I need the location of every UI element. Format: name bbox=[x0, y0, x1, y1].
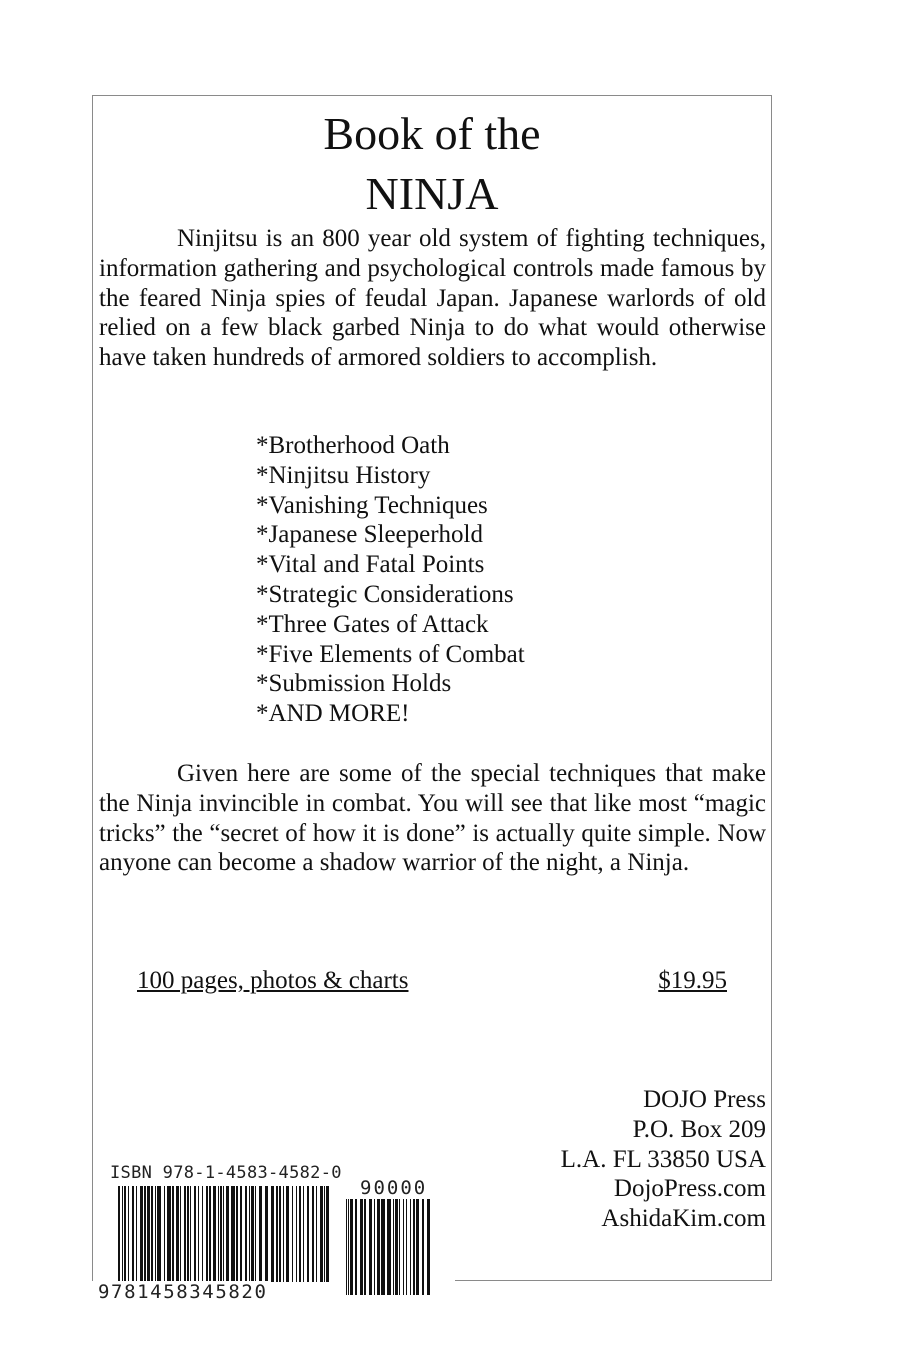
barcode-bar bbox=[303, 1186, 304, 1282]
barcode-bar bbox=[355, 1199, 357, 1295]
barcode-bar bbox=[307, 1186, 309, 1282]
feature-item: *Vanishing Techniques bbox=[256, 491, 488, 519]
barcode-bar bbox=[118, 1186, 120, 1282]
barcode-bar bbox=[316, 1186, 317, 1282]
barcode-bar bbox=[348, 1199, 349, 1295]
barcode-bar bbox=[387, 1199, 391, 1295]
barcode-bar bbox=[136, 1186, 137, 1282]
barcode-bar bbox=[198, 1186, 199, 1282]
feature-item: *Ninjitsu History bbox=[256, 461, 431, 489]
barcode-bar bbox=[213, 1186, 216, 1282]
barcode-bar bbox=[403, 1199, 404, 1295]
feature-item: *Submission Holds bbox=[256, 670, 452, 698]
closing-text: Given here are some of the special techniques that make the Ninja invincible in combat. You will see that like most “magic tricks” the “secret of how it is done” is actually quite simple. Now anyone can become a shadow warrior of the night, a Ninja. bbox=[99, 760, 766, 877]
barcode-bar bbox=[393, 1199, 394, 1295]
page-count: 100 pages, photos & charts bbox=[137, 967, 409, 994]
barcode-bar bbox=[245, 1186, 247, 1282]
barcode-bar bbox=[249, 1186, 250, 1282]
barcode-bar bbox=[231, 1186, 235, 1282]
publisher-website: DojoPress.com bbox=[613, 1175, 766, 1203]
barcode-bar bbox=[151, 1186, 153, 1282]
barcode-bar bbox=[320, 1186, 323, 1282]
barcode-bar bbox=[176, 1186, 179, 1282]
barcode-bar bbox=[377, 1199, 380, 1295]
barcode-bar bbox=[346, 1199, 347, 1295]
ean-digits: 9781458345820 bbox=[98, 1281, 268, 1303]
barcode-bar bbox=[124, 1186, 126, 1282]
barcode-bar bbox=[157, 1186, 161, 1282]
barcode-bar bbox=[381, 1199, 385, 1295]
intro-text: Ninjitsu is an 800 year old system of fighting techniques, information gathering and psychological controls made famous by the feared Ninja spies of feudal Japan. Japanese warlords of old relied on a few black garbed Ninja to do what would otherwise have taken hundreds of armored soldiers to accomplish. bbox=[99, 225, 766, 372]
barcode-bar bbox=[240, 1186, 242, 1282]
barcode-bar bbox=[312, 1186, 314, 1282]
barcode-bar bbox=[223, 1186, 224, 1282]
barcode-bar bbox=[324, 1186, 325, 1282]
barcode-bar bbox=[147, 1186, 150, 1282]
barcode-bar bbox=[164, 1186, 165, 1282]
feature-item: *AND MORE! bbox=[256, 700, 410, 728]
feature-item: *Vital and Fatal Points bbox=[256, 551, 485, 579]
barcode-bar bbox=[360, 1199, 363, 1295]
price: $19.95 bbox=[658, 967, 727, 994]
publisher-city: L.A. FL 33850 USA bbox=[560, 1145, 766, 1173]
barcode-bar bbox=[395, 1199, 398, 1295]
barcode-bar bbox=[369, 1199, 372, 1295]
barcode-bar bbox=[299, 1186, 301, 1282]
barcode-bar bbox=[167, 1186, 171, 1282]
barcode-bar bbox=[132, 1186, 134, 1282]
author-website: AshidaKim.com bbox=[601, 1205, 766, 1233]
barcode-bar bbox=[292, 1186, 293, 1282]
book-title-line-1: Book of the bbox=[323, 108, 541, 159]
publisher-name: DOJO Press bbox=[643, 1086, 766, 1113]
barcode-bar bbox=[209, 1186, 211, 1282]
barcode-bar bbox=[374, 1199, 375, 1295]
barcode-bar bbox=[220, 1186, 222, 1282]
feature-item: *Brotherhood Oath bbox=[256, 432, 450, 459]
barcode-bar bbox=[202, 1186, 203, 1282]
barcode-bar bbox=[226, 1186, 229, 1282]
barcode-bar bbox=[122, 1186, 123, 1282]
barcode-bar bbox=[276, 1186, 278, 1282]
barcode-bar bbox=[259, 1186, 262, 1282]
barcode-bar bbox=[283, 1186, 284, 1282]
barcode-bar bbox=[350, 1199, 353, 1295]
book-title-line-2: NINJA bbox=[365, 168, 499, 219]
barcode-bar bbox=[206, 1186, 208, 1282]
barcode-bar bbox=[140, 1186, 143, 1282]
barcode-bar bbox=[326, 1186, 329, 1282]
addon-digits: 90000 bbox=[360, 1177, 428, 1199]
barcode-bar bbox=[406, 1199, 407, 1295]
barcode-bar bbox=[286, 1186, 289, 1282]
barcode-bar bbox=[296, 1186, 297, 1282]
barcode-bar bbox=[184, 1186, 186, 1282]
publisher-po-box: P.O. Box 209 bbox=[632, 1115, 766, 1143]
feature-item: *Strategic Considerations bbox=[256, 580, 514, 608]
barcode-bar bbox=[427, 1199, 430, 1295]
feature-item: *Five Elements of Combat bbox=[256, 640, 525, 668]
barcode-bar bbox=[271, 1186, 274, 1282]
barcode-bar bbox=[413, 1199, 415, 1295]
isbn-label: ISBN 978-1-4583-4582-0 bbox=[110, 1163, 342, 1183]
barcode-bar bbox=[279, 1186, 281, 1282]
barcode-bar bbox=[416, 1199, 419, 1295]
feature-item: *Japanese Sleeperhold bbox=[256, 521, 484, 549]
barcode-bar bbox=[128, 1186, 129, 1282]
barcode-bar bbox=[180, 1186, 181, 1282]
barcode-bar bbox=[218, 1186, 219, 1282]
barcode-bar bbox=[364, 1199, 366, 1295]
barcode-bar bbox=[190, 1186, 191, 1282]
barcode-bar bbox=[410, 1199, 411, 1295]
barcode-bar bbox=[155, 1186, 156, 1282]
barcode-bar bbox=[399, 1199, 400, 1295]
barcode-bar bbox=[251, 1186, 254, 1282]
barcode-bar bbox=[422, 1199, 424, 1295]
barcode-bar bbox=[172, 1186, 174, 1282]
barcode-bar bbox=[255, 1186, 256, 1282]
barcode-bar bbox=[187, 1186, 189, 1282]
barcode-bar bbox=[194, 1186, 196, 1282]
barcode-bar bbox=[265, 1186, 268, 1282]
feature-item: *Three Gates of Attack bbox=[256, 610, 489, 638]
barcode-bar bbox=[236, 1186, 238, 1282]
barcode-bar bbox=[144, 1186, 146, 1282]
